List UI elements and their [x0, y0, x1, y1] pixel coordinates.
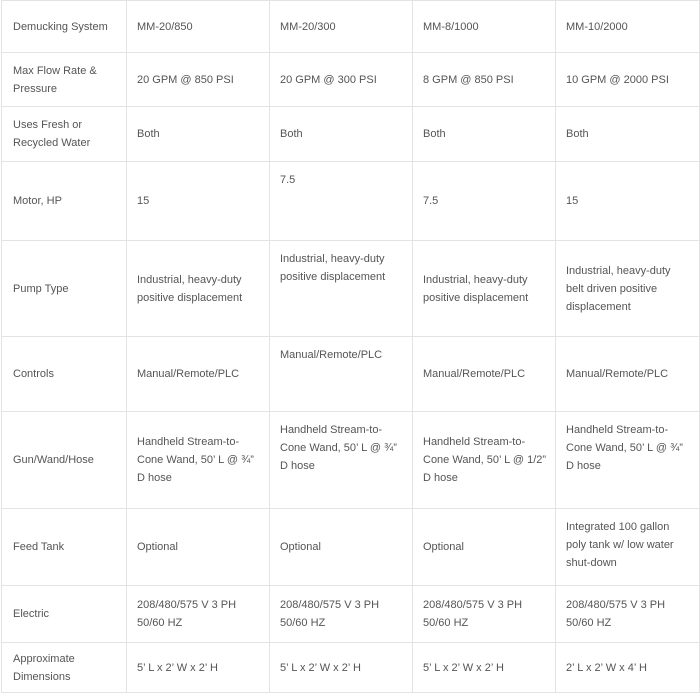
table-cell: Handheld Stream-to-Cone Wand, 50’ L @ ¾” D hose [270, 412, 413, 509]
row-label: Electric [2, 586, 127, 643]
table-row [2, 337, 700, 412]
row-label: Feed Tank [2, 509, 127, 586]
table-cell: Manual/Remote/PLC [413, 337, 556, 412]
table-cell: 15 [556, 162, 700, 241]
table-cell: Both [270, 107, 413, 162]
spec-table [1, 0, 700, 693]
table-cell: 208/480/575 V 3 PH 50/60 HZ [556, 586, 700, 643]
table-cell: Manual/Remote/PLC [556, 337, 700, 412]
table-cell: 5’ L x 2’ W x 2’ H [413, 643, 556, 693]
table-cell: MM-8/1000 [413, 1, 556, 53]
table-row [2, 643, 700, 693]
table-cell: 208/480/575 V 3 PH 50/60 HZ [270, 586, 413, 643]
row-label: Approximate Dimensions [2, 643, 127, 693]
table-cell: 15 [127, 162, 270, 241]
table-cell: Both [127, 107, 270, 162]
table-cell: Both [556, 107, 700, 162]
table-cell: 5’ L x 2’ W x 2’ H [127, 643, 270, 693]
table-cell: Handheld Stream-to-Cone Wand, 50’ L @ 1/2” D hose [413, 412, 556, 509]
table-cell: Optional [413, 509, 556, 586]
table-row [2, 586, 700, 643]
table-cell: Industrial, heavy-duty positive displacement [270, 241, 413, 337]
table-row [2, 53, 700, 107]
table-cell: Both [413, 107, 556, 162]
table-cell: 8 GPM @ 850 PSI [413, 53, 556, 107]
row-label: Max Flow Rate & Pressure [2, 53, 127, 107]
table-row [2, 162, 700, 241]
row-label: Motor, HP [2, 162, 127, 241]
table-cell: Industrial, heavy-duty positive displacement [413, 241, 556, 337]
table-row [2, 241, 700, 337]
table-cell: 5’ L x 2’ W x 2’ H [270, 643, 413, 693]
table-cell: Optional [270, 509, 413, 586]
row-label: Controls [2, 337, 127, 412]
table-cell: Industrial, heavy-duty positive displacement [127, 241, 270, 337]
table-cell: Handheld Stream-to-Cone Wand, 50’ L @ ¾” D hose [127, 412, 270, 509]
table-row [2, 1, 700, 53]
table-cell: 20 GPM @ 300 PSI [270, 53, 413, 107]
table-cell: Manual/Remote/PLC [270, 337, 413, 412]
row-label: Pump Type [2, 241, 127, 337]
table-cell: 10 GPM @ 2000 PSI [556, 53, 700, 107]
table-cell: MM-20/300 [270, 1, 413, 53]
table-cell: 208/480/575 V 3 PH 50/60 HZ [127, 586, 270, 643]
table-cell: MM-20/850 [127, 1, 270, 53]
row-label: Uses Fresh or Recycled Water [2, 107, 127, 162]
table-row [2, 509, 700, 586]
row-label: Gun/Wand/Hose [2, 412, 127, 509]
table-cell: MM-10/2000 [556, 1, 700, 53]
table-cell: Handheld Stream-to-Cone Wand, 50’ L @ ¾” D hose [556, 412, 700, 509]
table-row [2, 412, 700, 509]
table-cell: Integrated 100 gallon poly tank w/ low water shut-down [556, 509, 700, 586]
row-label: Demucking System [2, 1, 127, 53]
table-cell: Industrial, heavy-duty belt driven positive displacement [556, 241, 700, 337]
table-row [2, 107, 700, 162]
table-cell: Manual/Remote/PLC [127, 337, 270, 412]
table-cell: 7.5 [413, 162, 556, 241]
table-cell: 2’ L x 2’ W x 4’ H [556, 643, 700, 693]
table-cell: 208/480/575 V 3 PH 50/60 HZ [413, 586, 556, 643]
table-cell: 7.5 [270, 162, 413, 241]
table-cell: Optional [127, 509, 270, 586]
table-cell: 20 GPM @ 850 PSI [127, 53, 270, 107]
